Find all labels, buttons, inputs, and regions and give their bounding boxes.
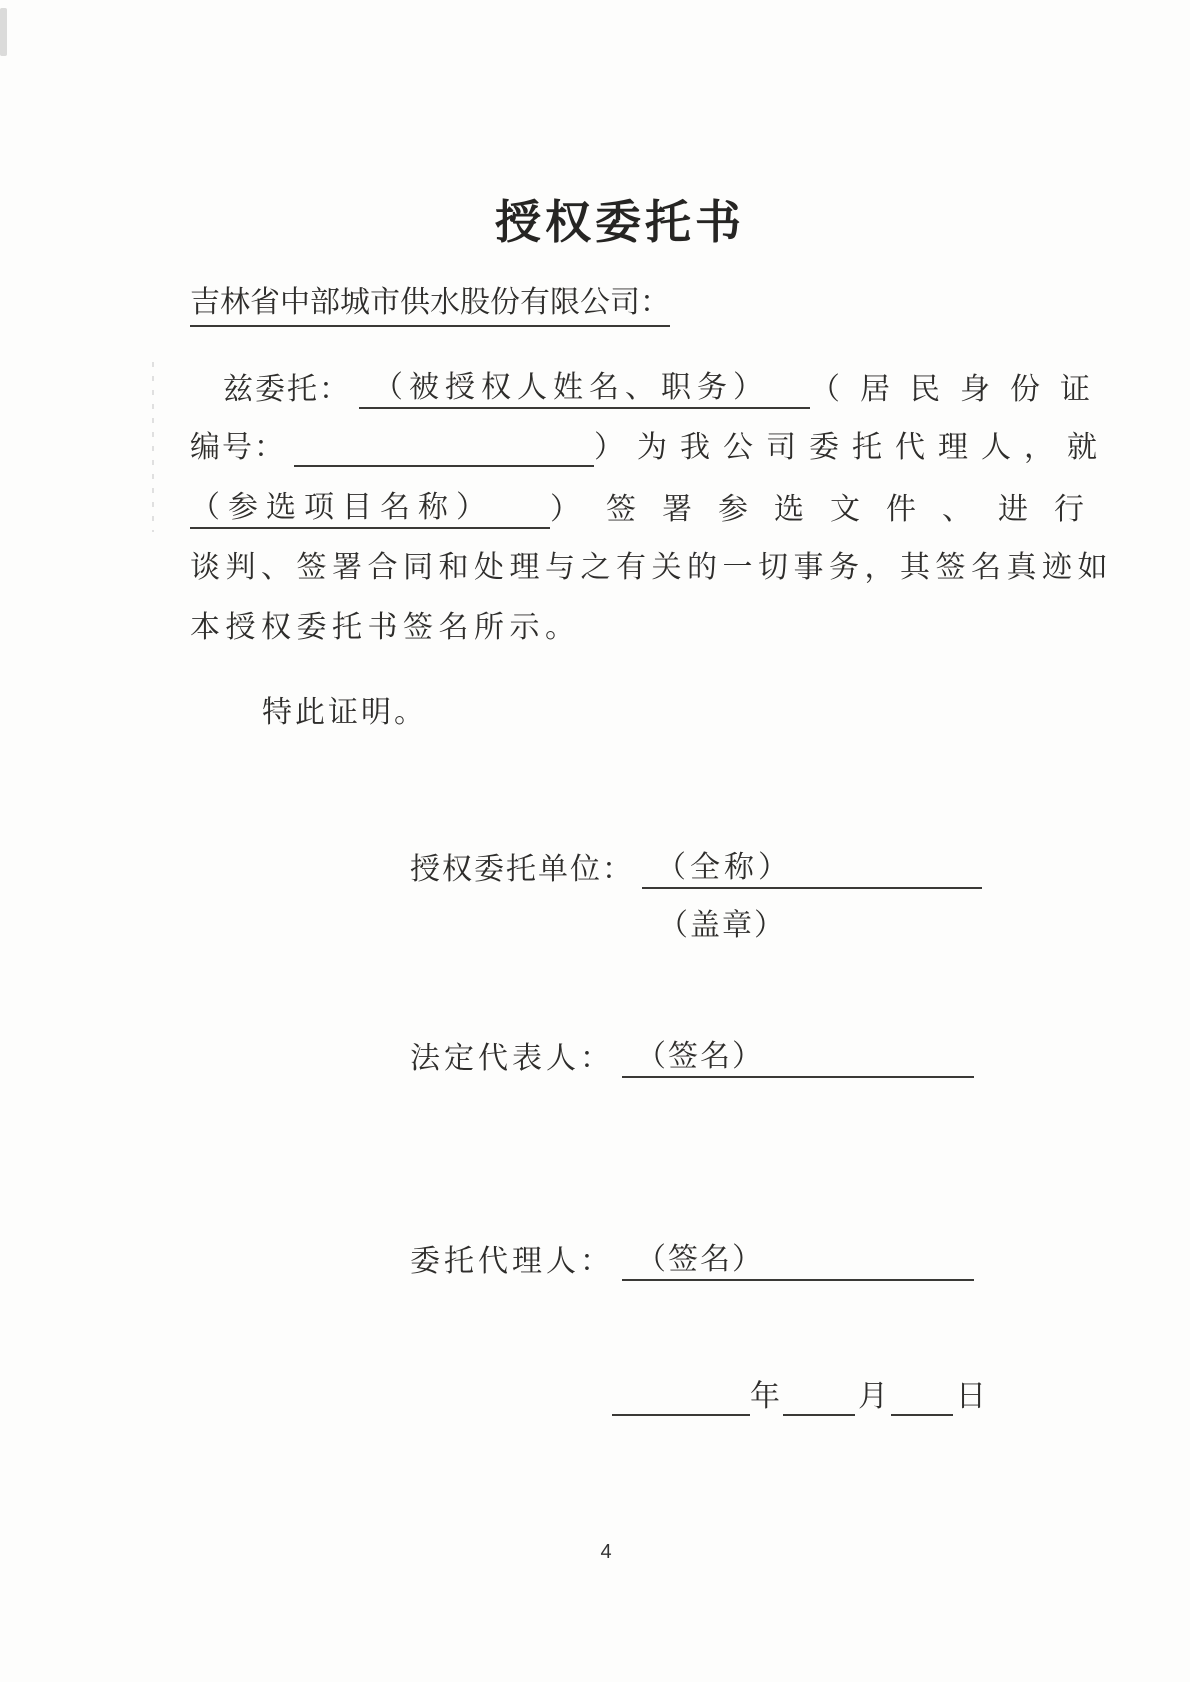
legal-representative-placeholder: （签名） [636,1040,764,1073]
year-label: 年 [750,1380,780,1413]
agent-appointment-text: ）为我公司委托代理人，就 [594,431,1110,464]
month-label: 月 [858,1380,888,1413]
negotiation-text: 谈判、签署合同和处理与之有关的一切事务，其签名真迹如 [190,551,1113,584]
unit-name-placeholder: （全称） [656,851,792,884]
date-line [612,1377,1110,1416]
entrusted-agent-label: 委托代理人： [410,1245,614,1278]
authorizing-unit-label: 授权委托单位： [410,853,634,886]
entrusted-agent-placeholder: （签名） [636,1243,764,1276]
year-blank [612,1414,750,1416]
negotiation-line [190,548,1113,587]
authorizing-unit-line [410,848,1110,889]
legal-representative-label: 法定代表人： [410,1042,614,1075]
signature-reference-line [190,608,1110,647]
project-placeholder: （参选项目名称） [190,491,494,524]
addressee-line [190,283,1110,327]
id-number-blank [294,465,594,467]
project-blank [190,488,550,529]
certify-line [190,693,1110,732]
entrust-line [190,368,1110,409]
signature-reference-text: 本授权委托书签名所示。 [190,611,581,644]
month-blank [783,1414,855,1416]
id-card-lead-text: （居民身份证 [810,373,1110,406]
entrusted-agent-blank [622,1240,974,1281]
seal-note-text: （盖章） [658,909,786,942]
title-row [160,186,1080,252]
legal-representative-line [410,1037,1110,1078]
id-number-label: 编号： [190,431,286,464]
authorizee-blank [359,368,810,409]
unit-name-blank [642,848,982,889]
entrusted-agent-line [410,1240,1110,1281]
legal-representative-blank [622,1037,974,1078]
day-blank [891,1414,953,1416]
seal-note-line [658,906,1190,945]
addressee-text: 吉林省中部城市供水股份有限公司： [190,283,670,327]
scan-artifact [152,362,154,532]
certify-text: 特此证明。 [262,696,427,729]
page-number-text: 4 [600,1541,612,1563]
sign-documents-text: ）签署参选文件、进行 [550,493,1110,526]
project-line [190,488,1110,529]
day-label: 日 [956,1380,986,1413]
scan-smudge [0,8,7,56]
document-title: 授权委托书 [495,197,745,248]
authorizee-placeholder: （被授权人姓名、职务） [373,371,769,404]
entrust-label: 兹委托： [223,373,351,406]
page-number [0,1541,1190,1564]
id-number-line [190,428,1110,467]
